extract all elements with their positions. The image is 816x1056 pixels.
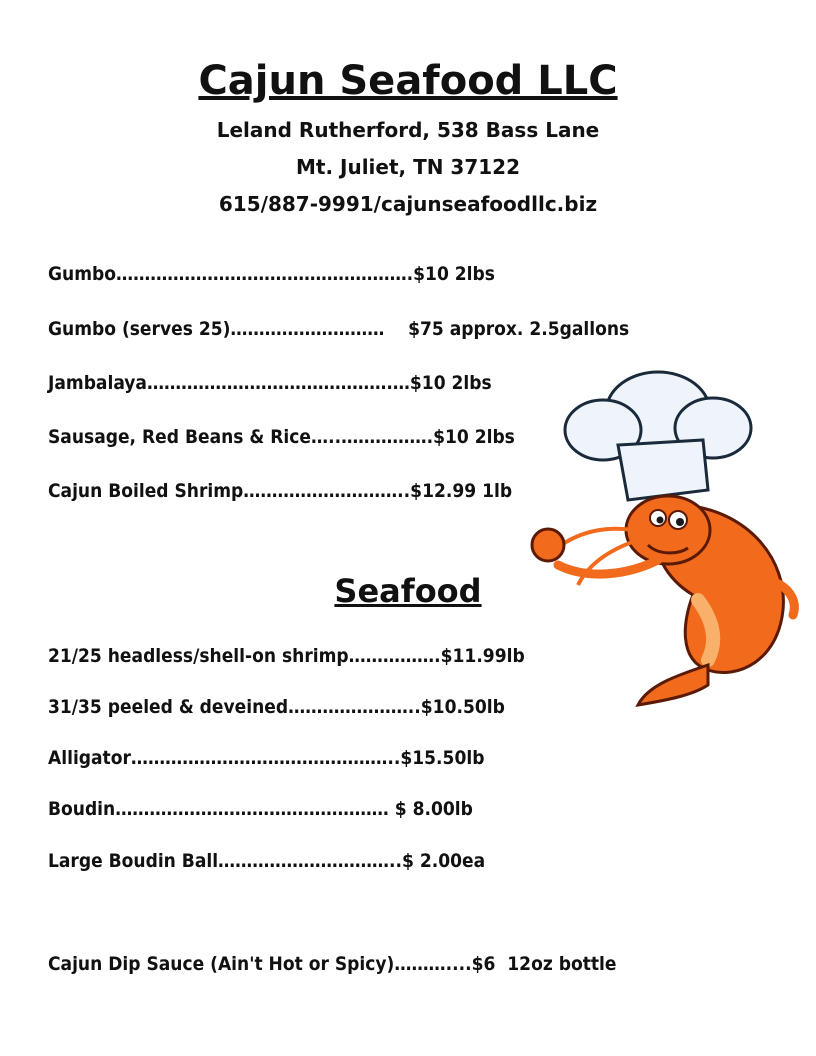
shrimp-body-icon <box>532 496 794 705</box>
seafood-item-peeled-shrimp: 31/35 peeled & deveined…………………..$10.50lb <box>48 696 505 718</box>
menu-item-gumbo-25: Gumbo (serves 25)……………………… $75 approx. 2.5gallons <box>48 318 630 340</box>
menu-item-red-beans: Sausage, Red Beans & Rice…..…………….$10 2lbs <box>48 426 515 448</box>
address-line: Leland Rutherford, 538 Bass Lane <box>216 118 600 142</box>
seafood-item-alligator: Alligator………………………………………..$15.50lb <box>48 747 485 769</box>
business-title: Cajun Seafood LLC <box>198 58 618 104</box>
extra-item-dip-sauce: Cajun Dip Sauce (Ain't Hot or Spicy)………....$6 12oz bottle <box>48 953 617 975</box>
menu-item-gumbo: Gumbo…………………………………………….$10 2lbs <box>48 263 495 285</box>
menu-item-jambalaya: Jambalaya…………………………………….…$10 2lbs <box>48 372 492 394</box>
seafood-item-boudin-ball: Large Boudin Ball…………………………..$ 2.00ea <box>48 850 486 872</box>
city-line: Mt. Juliet, TN 37122 <box>295 155 521 179</box>
menu-item-boiled-shrimp: Cajun Boiled Shrimp………………………..$12.99 1lb <box>48 480 513 502</box>
seafood-item-boudin: Boudin………………………………………… $ 8.00lb <box>48 798 473 820</box>
seafood-heading: Seafood <box>334 572 482 610</box>
chef-shrimp-illustration <box>508 360 808 720</box>
contact-line: 615/887-9991/cajunseafoodllc.biz <box>218 192 598 216</box>
chef-hat-icon <box>565 372 751 500</box>
seafood-item-shell-on-shrimp: 21/25 headless/shell-on shrimp…………….$11.99lb <box>48 645 525 667</box>
